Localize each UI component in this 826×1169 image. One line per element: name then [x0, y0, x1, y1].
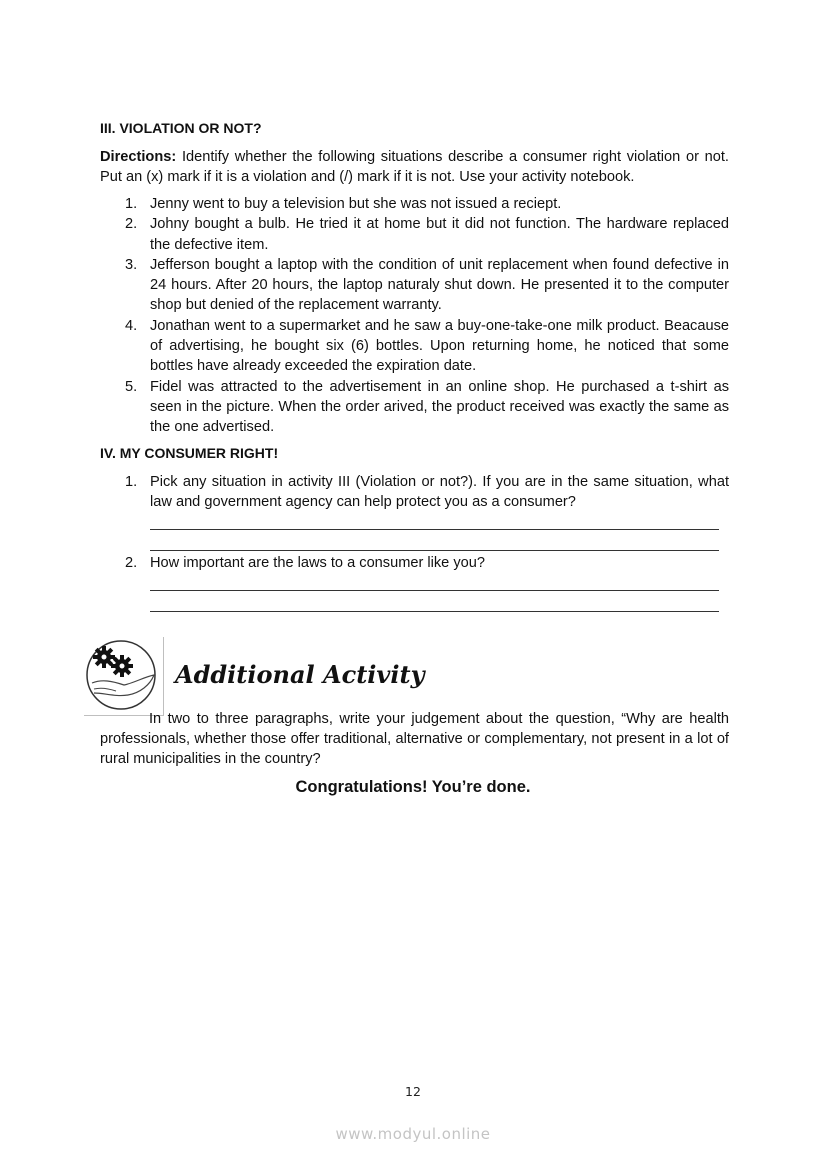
list-item: 3. Jefferson bought a laptop with the condition of unit replacement when found defective in 24 hours. After 20 hours, the laptop naturaly shut down. He presented it to the computer shop but denied of the replacement warranty. [125, 256, 729, 314]
consumer-right-q1 [100, 472, 729, 513]
directions-text: Identify whether the following situations describe a consumer right violation or not. Put an (x) mark if it is a violation and (/) mark if it is not. Use your activity notebook. [100, 149, 729, 185]
additional-activity-icon-frame [84, 637, 164, 716]
watermark: www.modyul.online [335, 1125, 491, 1143]
additional-activity-text: In two to three paragraphs, write your judgement about the question, “Why are health professionals, whether those offer traditional, alternative or complementary, not present in a lot of rural municipalities in the country? [100, 711, 729, 767]
closing-message: Congratulations! You’re done. [295, 778, 531, 796]
directions [100, 147, 729, 187]
section-4-heading: IV. MY CONSUMER RIGHT! [100, 445, 279, 461]
violation-list [100, 194, 729, 438]
consumer-right-q2 [100, 553, 729, 573]
answer-line[interactable] [150, 550, 719, 551]
list-item: 2. Johny bought a bulb. He tried it at home but it did not function. The hardware replaced the defective item. [125, 216, 729, 253]
page-number: 12 [405, 1084, 421, 1099]
answer-line[interactable] [150, 590, 719, 591]
additional-activity-title: Additional Activity [175, 660, 425, 689]
gears-hand-icon [84, 637, 160, 713]
list-item: 2. How important are the laws to a consumer like you? [125, 555, 486, 571]
list-item: 4. Jonathan went to a supermarket and he saw a buy-one-take-one milk product. Beacause of advertising, he bought six (6) bottles. Upon returning home, he noticed that some bottles have already exceeded the expiration date. [125, 317, 729, 375]
list-item: 1. Jenny went to buy a television but she was not issued a reciept. [125, 196, 562, 212]
directions-label: Directions: [100, 149, 177, 165]
answer-line[interactable] [150, 529, 719, 530]
answer-line[interactable] [150, 611, 719, 612]
list-item: 1. Pick any situation in activity III (Violation or not?). If you are in the same situation, what law and government agency can help protect you as a consumer? [125, 474, 729, 511]
list-item: 5. Fidel was attracted to the advertisement in an online shop. He purchased a t-shirt as seen in the picture. When the order arived, the product received was exactly the same as the one advertised. [125, 378, 729, 436]
section-3-heading: III. VIOLATION OR NOT? [100, 120, 262, 136]
